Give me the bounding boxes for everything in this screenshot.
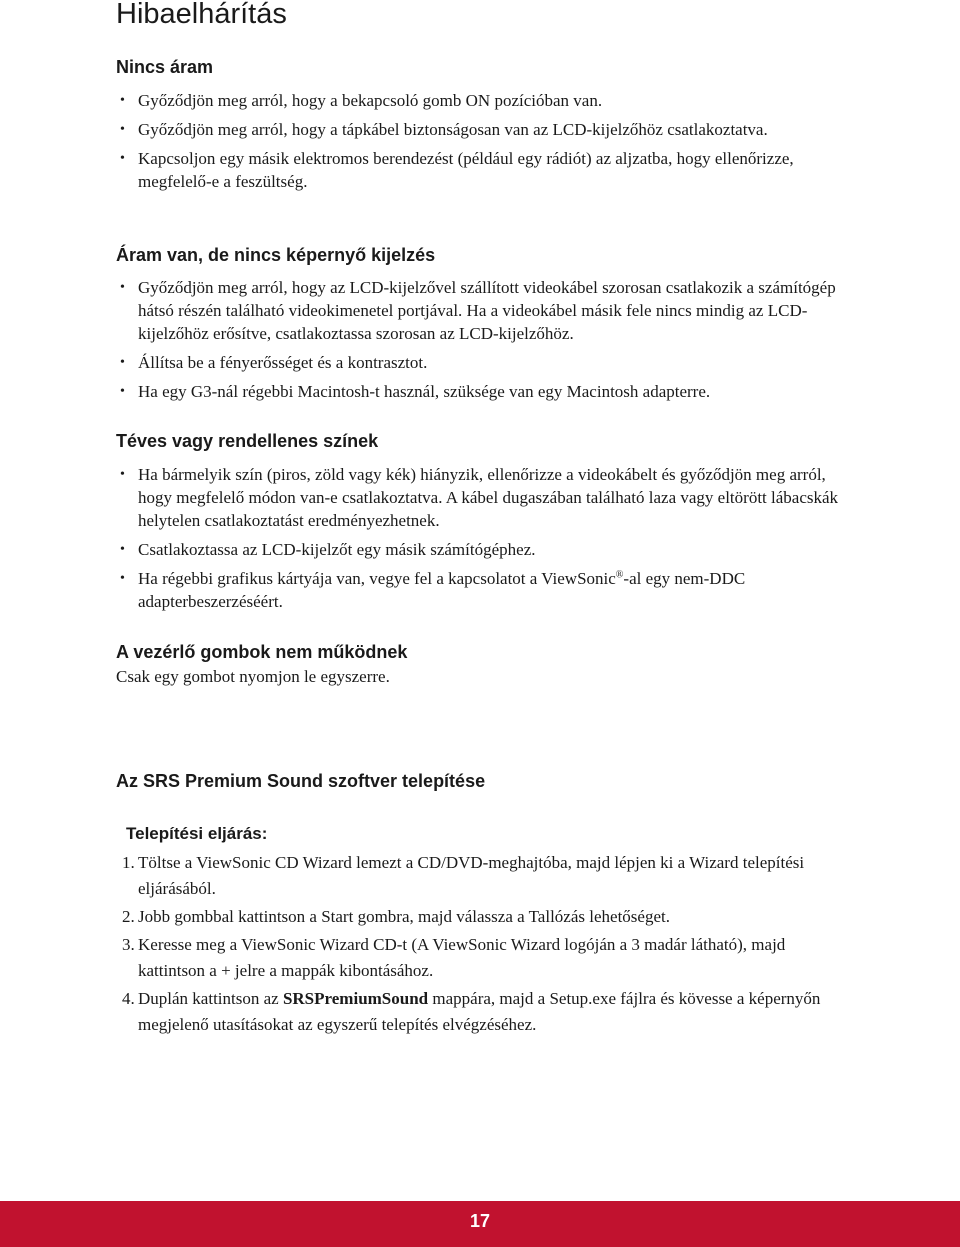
section-heading-no-display: Áram van, de nincs képernyő kijelzés (116, 245, 436, 265)
page-number: 17 (469, 1211, 491, 1231)
bullet: • (120, 571, 125, 586)
list-item: • Ha egy G3-nál régebbi Macintosh-t használ, szüksége van egy Macintosh adapterre. (120, 382, 711, 401)
install-procedure-heading: Telepítési eljárás: (126, 824, 268, 843)
list-item: • Kapcsoljon egy másik elektromos berendezést (például egy rádiót) az aljzatba, hogy ellenőrizze, megfelelő-e a feszültség. (120, 149, 794, 191)
list-item: • Győződjön meg arról, hogy a tápkábel biztonságosan van az LCD-kijelzőhöz csatlakoztatva. (120, 120, 768, 139)
list-item: 3. Keresse meg a ViewSonic Wizard CD-t (A ViewSonic Wizard logóján a 3 madár látható), majd kattintson a + jelre a mappák kibontásához. (122, 935, 786, 980)
list-item: 2. Jobb gombbal kattintson a Start gombra, majd válassza a Tallózás lehetőséget. (122, 907, 670, 926)
list-item: • Győződjön meg arról, hogy az LCD-kijelzővel szállított videokábel szorosan csatlakozik a számítógép hátsó részén található videokimenetel portjával. Ha a videokábel másik fele nincs mindig az LCD-kijelzőhöz erősítve, csatlakoztassa szorosan az LCD-kijelzőhöz. (120, 278, 836, 343)
list-item: 4. Duplán kattintson az SRSPremiumSound mappára, majd a Setup.exe fájlra és kövesse a képernyőn megjelenő utasításokat az egyszerű telepítés elvégzéséhez. (122, 989, 821, 1034)
section-heading-controls: A vezérlő gombok nem működnek (116, 642, 408, 662)
list-item: • Csatlakoztassa az LCD-kijelzőt egy másik számítógéphez. (120, 540, 536, 559)
section-heading-srs: Az SRS Premium Sound szoftver telepítése (116, 771, 486, 791)
install-steps-list (116, 850, 856, 1040)
bullet: • (120, 151, 125, 166)
no-display-list (116, 276, 856, 409)
page-title: Hibaelhárítás (116, 0, 287, 30)
bullet: • (120, 280, 125, 295)
list-item: • Ha régebbi grafikus kártyája van, vegye fel a kapcsolatot a ViewSonic®-al egy nem-DDC adapterbeszerzéséért. (120, 569, 746, 611)
bullet: • (120, 355, 125, 370)
no-power-list (116, 89, 856, 199)
bullet: • (120, 122, 125, 137)
list-item: 1. Töltse a ViewSonic CD Wizard lemezt a CD/DVD-meghajtóba, majd lépjen ki a Wizard telepítési eljárásából. (122, 853, 805, 898)
bullet: • (120, 542, 125, 557)
section-heading-no-power: Nincs áram (116, 57, 214, 77)
bullet: • (120, 93, 125, 108)
bullet: • (120, 467, 125, 482)
folder-name: SRSPremiumSound (282, 989, 429, 1008)
list-item: • Állítsa be a fényerősséget és a kontrasztot. (120, 353, 428, 372)
section-heading-wrong-colors: Téves vagy rendellenes színek (116, 431, 379, 451)
list-item: • Győződjön meg arról, hogy a bekapcsoló gomb ON pozícióban van. (120, 91, 603, 110)
list-item: • Ha bármelyik szín (piros, zöld vagy kék) hiányzik, ellenőrizze a videokábelt és győződjön meg arról, hogy megfelelő módon van-e csatlakoztatva. A kábel dugaszában található laza vagy eltörött lábacskák helytelen csatlakoztatást eredményezhetnek. (120, 465, 839, 530)
controls-text: Csak egy gombot nyomjon le egyszerre. (116, 667, 390, 686)
footer-bar (0, 1201, 960, 1247)
registered-mark: ® (615, 569, 624, 581)
bullet: • (120, 384, 125, 399)
wrong-colors-list (116, 463, 856, 619)
